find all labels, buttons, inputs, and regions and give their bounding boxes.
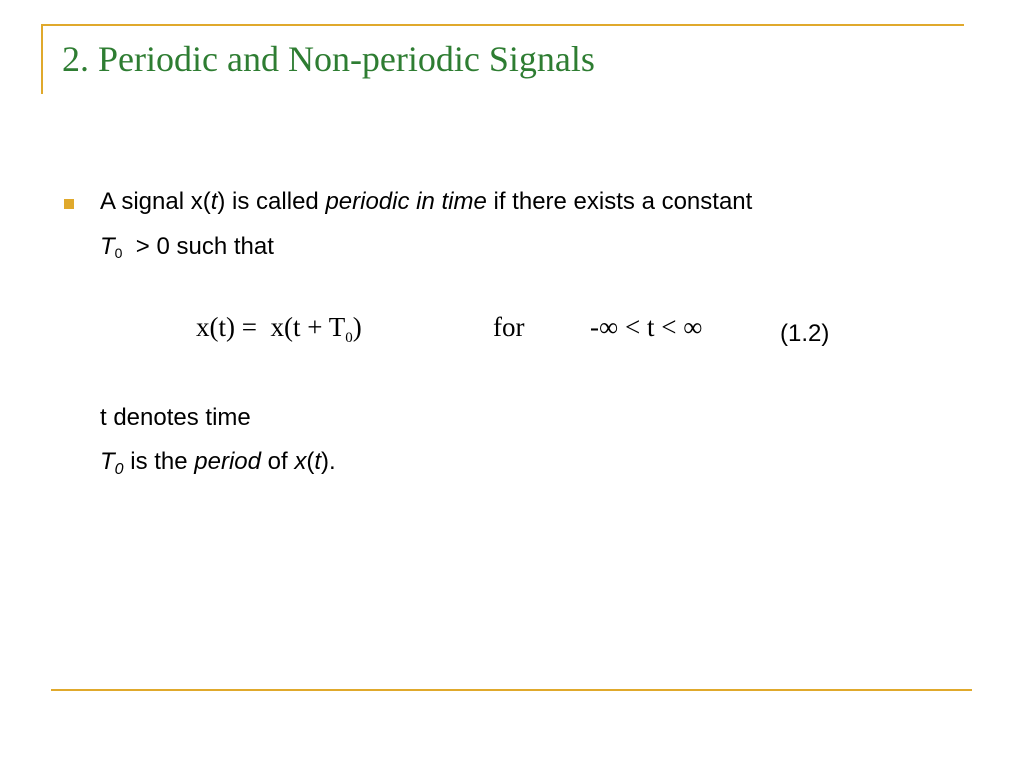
note-text-line-2: $T_0$ is the period of x(t). [100,448,336,478]
equation-number: (1.2) [780,320,830,347]
bullet-text-line-1: A signal x(t) is called periodic in time if there exists a constant [100,188,753,215]
square-bullet-icon [64,199,74,209]
equation-range: -∞ < t < ∞ [590,312,703,342]
left-accent-rule [41,24,43,94]
bullet-text-line-2: T0 > 0 such that [100,233,274,261]
top-accent-rule [43,24,964,26]
equation-expression: $x(t) = x(t + T_0)$ [196,312,362,346]
bottom-accent-rule [51,689,972,691]
note-text-line-1: t denotes time [100,404,251,431]
slide-title: 2. Periodic and Non-periodic Signals [62,39,595,79]
emphasis-periodic-in-time: periodic in time [325,188,487,215]
emphasis-period: period [194,448,261,475]
equation-for-word: for [493,312,525,342]
